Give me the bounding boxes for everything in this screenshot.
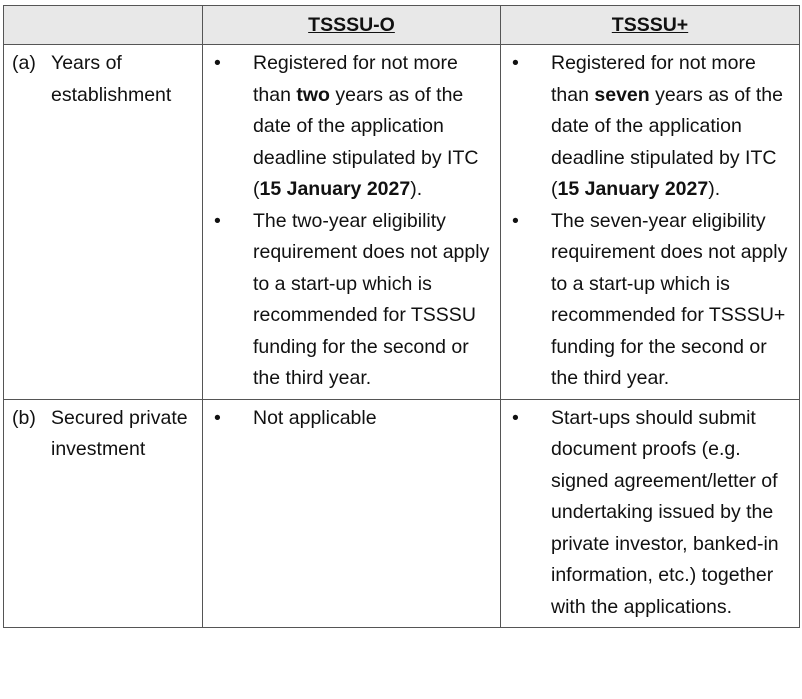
tsssu-o-points [203, 45, 500, 399]
header-tsssu-o: TSSSU-O [203, 6, 501, 45]
row-years-of-establishment [4, 45, 800, 400]
criterion-label: (a) [12, 52, 36, 74]
header-row [4, 6, 800, 45]
bullet-point [211, 403, 494, 435]
tsssu-o-cell [203, 399, 501, 628]
tsssu-o-points [203, 400, 500, 439]
tsssu-plus-points [501, 45, 799, 399]
bullet-point [509, 403, 793, 624]
eligibility-table [3, 5, 800, 628]
criterion-title: Secured private investment [51, 406, 188, 460]
bullet-text: Not applicable [253, 406, 377, 429]
bullet-text: Registered for not more than seven years as of the date of the application deadline stipulated by ITC (15 January 2027). [551, 52, 783, 200]
bullet-dot: • [214, 52, 221, 74]
bullet-point [211, 206, 494, 395]
bold-emphasis: seven [594, 83, 650, 106]
bold-emphasis: 15 January 2027 [557, 178, 709, 200]
tsssu-plus-cell [501, 45, 800, 400]
bullet-text: The seven-year eligibility requirement does not apply to a start-up which is recommended for TSSSU+ funding for the second or the third year. [551, 209, 788, 389]
criterion-title: Years of establishment [51, 52, 172, 106]
header-tsssu-plus: TSSSU+ [501, 6, 800, 45]
tsssu-plus-cell [501, 399, 800, 628]
bullet-text: The two-year eligibility requirement does not apply to a start-up which is recommended for TSSSU funding for the second or the third year. [253, 209, 490, 389]
bullet-text: Start-ups should submit document proofs (e.g. signed agreement/letter of undertaking issued by the private investor, banked-in information, etc.) together with the applications. [551, 406, 779, 618]
bullet-dot: • [512, 209, 519, 232]
criterion-cell [4, 45, 203, 400]
bold-emphasis: two [296, 83, 330, 106]
bullet-point [509, 206, 793, 395]
bullet-dot: • [214, 209, 221, 232]
bullet-dot: • [214, 406, 221, 429]
bullet-dot: • [512, 52, 519, 74]
criterion-cell [4, 399, 203, 628]
bullet-text: Registered for not more than two years as of the date of the application deadline stipulated by ITC (15 January 2027). [253, 52, 479, 200]
bold-emphasis: 15 January 2027 [259, 178, 411, 200]
tsssu-plus-points [501, 400, 799, 628]
bullet-dot: • [512, 406, 519, 429]
row-secured-private-investment [4, 399, 800, 628]
header-criterion-blank [4, 6, 203, 45]
tsssu-o-cell [203, 45, 501, 400]
bullet-point [211, 48, 494, 206]
criterion-label: (b) [12, 406, 36, 429]
bullet-point [509, 48, 793, 206]
